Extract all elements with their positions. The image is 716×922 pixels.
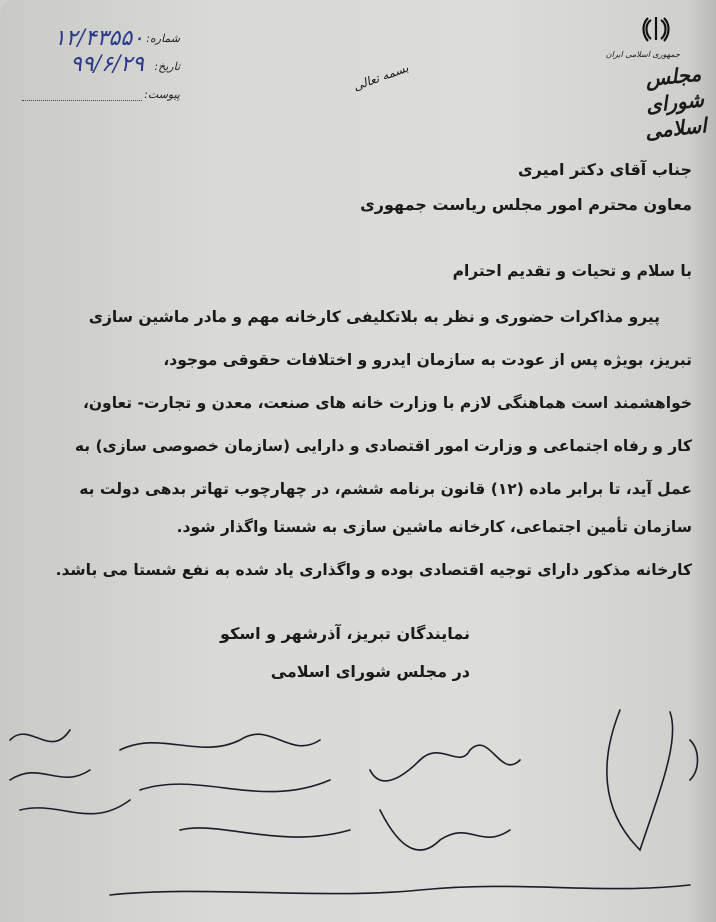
date-label: تاریخ: [154, 60, 180, 73]
signatory-line1: نمایندگان تبریز، آذرشهر و اسکو [220, 624, 470, 643]
number-label: شماره: [146, 32, 180, 45]
body-line: عمل آید، تا برابر ماده (۱۲) قانون برنامه ششم، در چهارچوب تهاتر بدهی دولت به [79, 480, 692, 498]
letter-meta [4, 22, 184, 112]
signature-mirtajodini [370, 745, 520, 850]
iran-emblem-icon [642, 14, 670, 44]
recipient-name: جناب آقای دکتر امیری [517, 160, 692, 179]
date-value: ۹۹/۶/۲۹ [70, 52, 144, 77]
body-line: کار و رفاه اجتماعی و وزارت امور اقتصادی و دارایی (سازمان خصوصی سازی) به [74, 437, 692, 455]
signatory-line2: در مجلس شورای اسلامی [270, 662, 470, 681]
greeting: با سلام و تحیات و تقدیم احترام [452, 262, 692, 280]
signature-alirezabeigi [10, 730, 130, 814]
body-line: سازمان تأمین اجتماعی، کارخانه ماشین سازی به شستا واگذار شود. [176, 518, 692, 536]
body-line: تبریز، بویژه پس از عودت به سازمان ایدرو و اختلافات حقوقی موجود، [163, 351, 692, 369]
letterhead-country: جمهوری اسلامی ایران [605, 50, 680, 59]
letterhead [588, 10, 708, 144]
body-line: پیرو مذاکرات حضوری و نظر به بلاتکلیفی کارخانه مهم و مادر ماشین سازی [88, 308, 660, 326]
body-line: خواهشمند است هماهنگی لازم با وزارت خانه های صنعت، معدن و تجارت- تعاون، [82, 394, 692, 412]
number-value: ۱۲/۴۳۵۵۰ [53, 26, 144, 51]
body-line: کارخانه مذکور دارای توجیه اقتصادی بوده و واگذاری یاد شده به نفع شستا می باشد. [55, 561, 692, 579]
signature-pezeshkian [120, 734, 350, 837]
handwritten-signatures [0, 700, 716, 922]
handwritten-note-stroke [110, 885, 690, 895]
letterhead-organization: مجلس شورای اسلامی [643, 61, 708, 144]
attachment-dotted-line [22, 100, 142, 101]
signature-farhangi [607, 710, 698, 850]
recipient-title: معاون محترم امور مجلس ریاست جمهوری [360, 195, 692, 214]
invocation: بسمه تعالی [351, 60, 411, 94]
attachment-label: پیوست: [144, 88, 180, 101]
